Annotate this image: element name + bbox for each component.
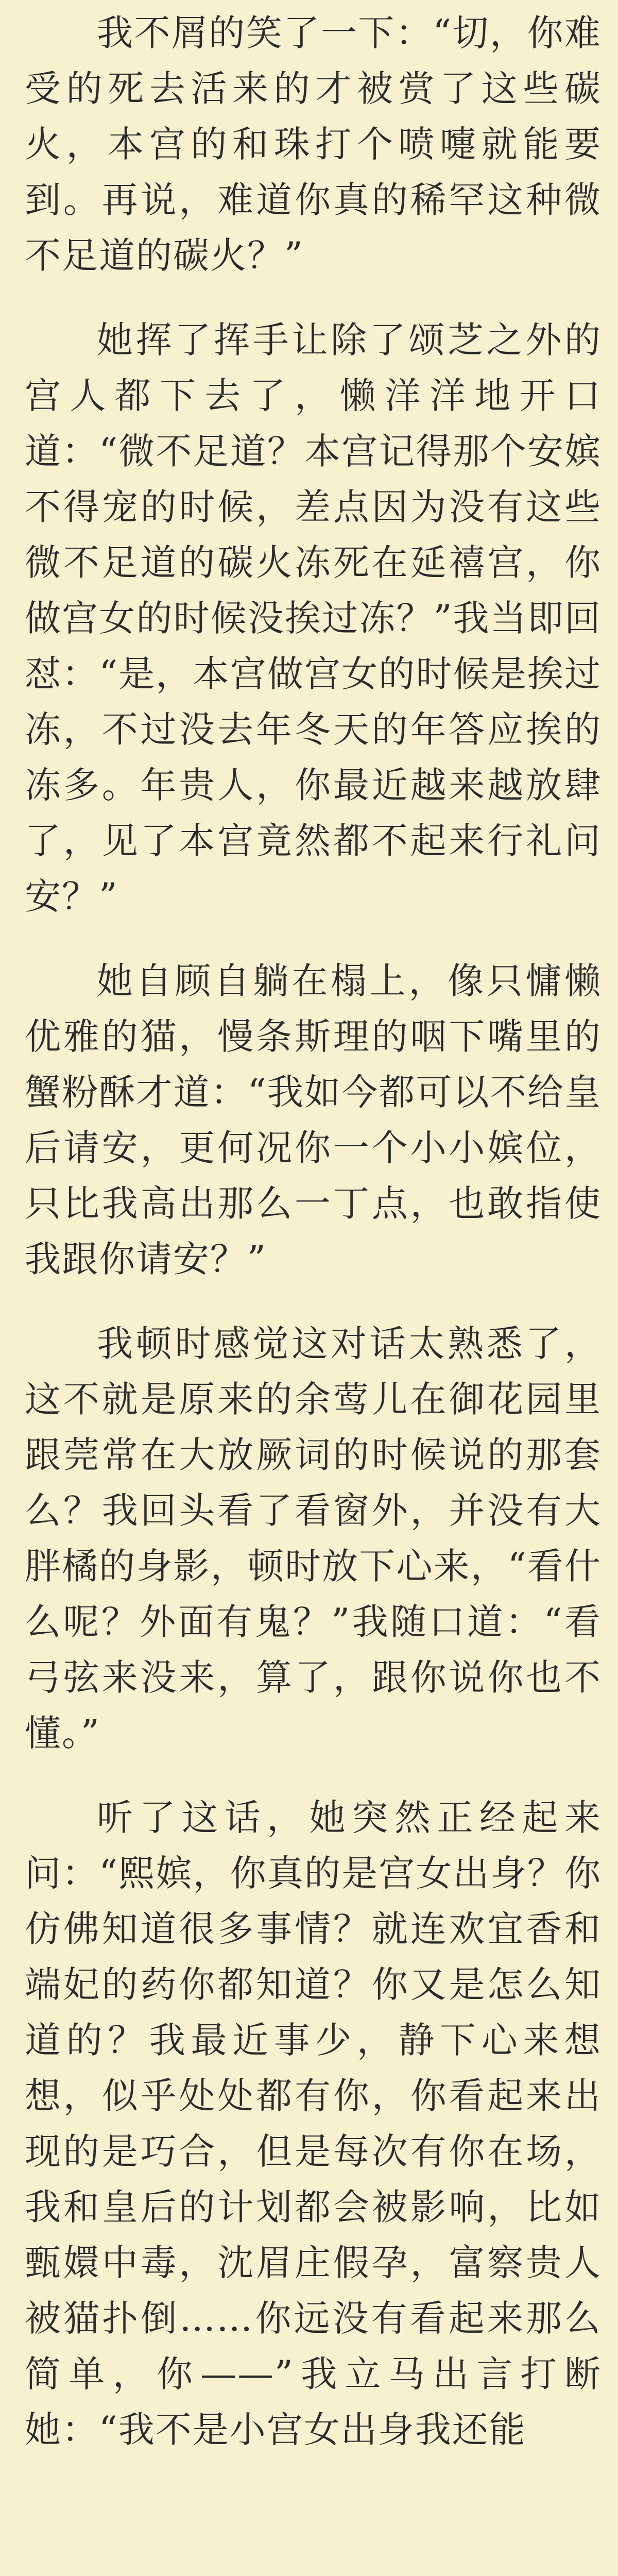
paragraph-1: 我不屑的笑了一下：“切，你难受的死去活来的才被赏了这些碳火，本宫的和珠打个喷嚏就能要到。再说，难道你真的稀罕这种微不足道的碳火？” bbox=[25, 12, 602, 277]
paragraph-5: 听了这话，她突然正经起来问：“熙嫔，你真的是宫女出身？你仿佛知道很多事情？就连欢宜香和端妃的药你都知道？你又是怎么知道的？我最近事少，静下心来想想，似乎处处都有你，你看起来出现的是巧合，但是每次有你在场，我和皇后的计划都会被影响，比如甄嬛中毒，沈眉庄假孕，富察贵人被猫扑倒……你远没有看起来那么简单，你——”我立马出言打断她：“我不是小宫女出身我还能 bbox=[25, 1797, 602, 2451]
paragraph-2: 她挥了挥手让除了颂芝之外的宫人都下去了，懒洋洋地开口道：“微不足道？本宫记得那个安嫔不得宠的时候，差点因为没有这些微不足道的碳火冻死在延禧宫，你做宫女的时候没挨过冻？”我当即回怼：“是，本宫做宫女的时候是挨过冻，不过没去年冬天的年答应挨的冻多。年贵人，你最近越来越放肆了，见了本宫竟然都不起来行礼问安？” bbox=[25, 319, 602, 918]
paragraph-4: 我顿时感觉这对话太熟悉了，这不就是原来的余莺儿在御花园里跟莞常在大放厥词的时候说的那套么？我回头看了看窗外，并没有大胖橘的身影，顿时放下心来，“看什么呢？外面有鬼？”我随口道：“看弓弦来没来，算了，跟你说你也不懂。” bbox=[25, 1323, 602, 1754]
paragraph-3: 她自顾自躺在榻上，像只慵懒优雅的猫，慢条斯理的咽下嘴里的蟹粉酥才道：“我如今都可以不给皇后请安，更何况你一个小小嫔位，只比我高出那么一丁点，也敢指使我跟你请安？” bbox=[25, 960, 602, 1280]
